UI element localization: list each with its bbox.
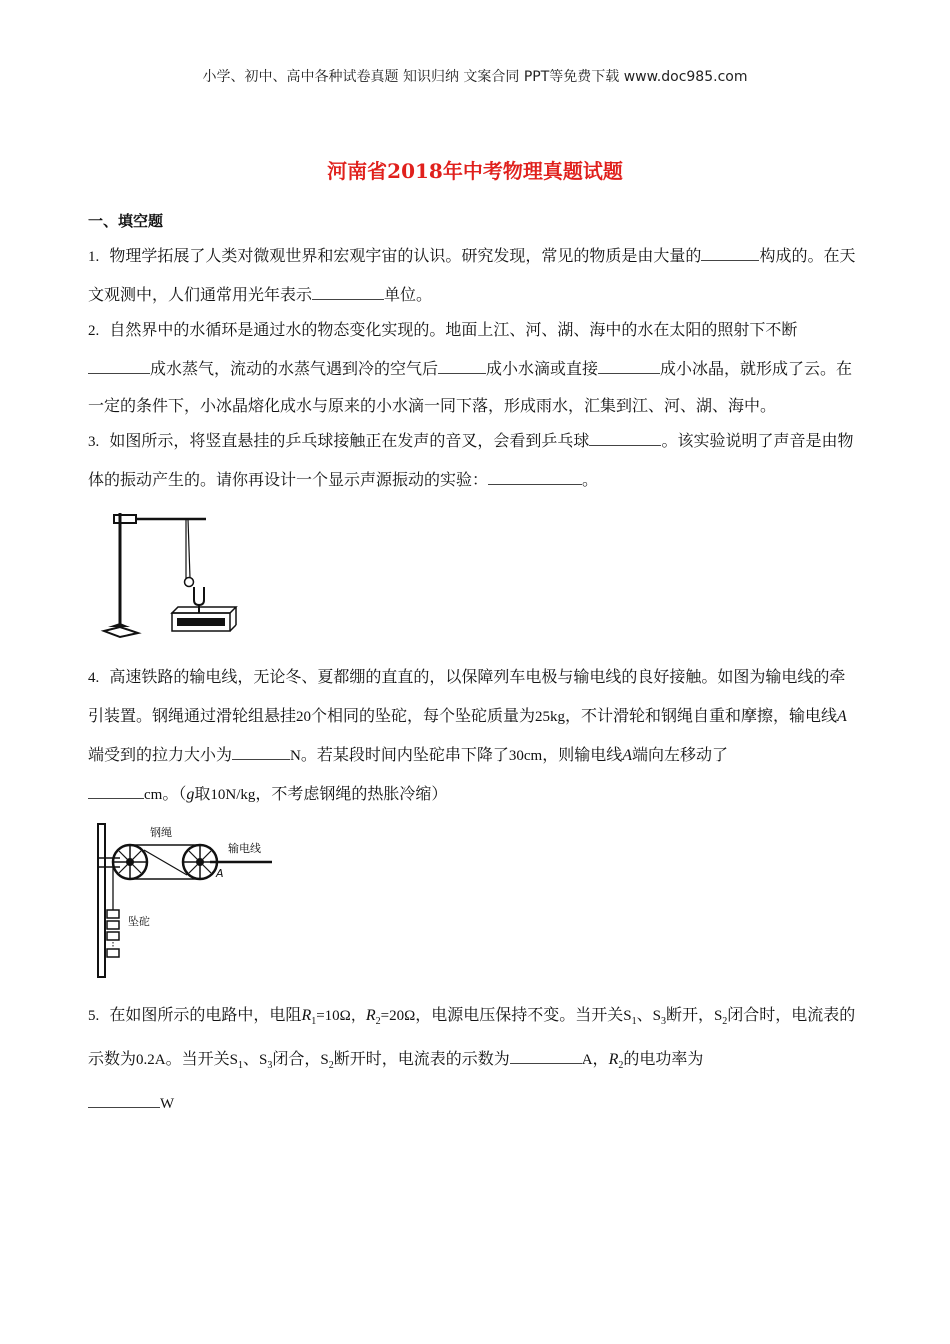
question-number: 3. [88,434,100,450]
question-5 [88,996,858,1123]
question-4 [88,658,858,814]
question-text: 成小水滴或直接 [486,359,599,378]
value: =20Ω [380,1008,416,1024]
symbol: S [258,1052,268,1069]
subscript: 2 [722,1016,728,1028]
symbol: R [301,1007,312,1024]
question-text: 断开， [665,1005,714,1024]
question-text: 构成的。在天文观测中，人们通常用光年表示 [88,246,856,304]
question-text: 的电功率为 [623,1049,704,1069]
subscript: 2 [328,1060,334,1072]
weight-label: 坠砣 [128,915,150,928]
value: 25kg [535,709,566,725]
symbol: S [652,1008,661,1024]
question-text: 断开时，电流表的示数为 [333,1049,510,1069]
question-text: ，电源电压保持不变。当开关 [415,1005,624,1024]
question-text: 闭合时，电流表的示数为 [88,1005,856,1069]
subscript: 1 [311,1016,317,1028]
page-header: 小学、初中、高中各种试卷真题 知识归纳 文案合同 PPT等免费下载 www.doc985.com [202,69,748,85]
pulley-figure [92,820,282,980]
subscript: 3 [660,1016,666,1028]
subscript: 1 [631,1016,637,1028]
value: 10N/kg [210,787,256,803]
question-2 [88,311,858,424]
question-text: 成水蒸气，流动的水蒸气遇到冷的空气后 [150,359,439,378]
answer-blank[interactable] [88,355,150,374]
question-text: 端受到的拉力大小为 [88,745,233,764]
answer-blank[interactable] [488,466,582,485]
question-text: 单位。 [384,285,433,304]
symbol: S [229,1052,238,1069]
subscript: 2 [375,1016,381,1028]
question-text: 取 [194,784,211,803]
question-text: 如图所示，将竖直悬挂的乒乓球接触正在发声的音叉，会看到乒乓球 [109,431,590,450]
value: 30cm [508,748,543,764]
question-text: ，不考虑钢绳的热胀冷缩） [255,784,448,803]
symbol: g [186,786,195,803]
question-number: 5. [88,1008,100,1024]
question-text: 高速铁路的输电线，无论冬、夏都绷的直直的，以保障列车电极与输电线的良好接触。如图为输电线的牵引装置。钢绳通过滑轮组悬挂 [88,667,846,725]
question-text: 。当开关 [165,1049,230,1069]
symbol: R [365,1007,376,1024]
answer-blank[interactable] [88,1089,160,1108]
value: 0.2A [136,1052,166,1069]
question-text: 自然界中的水循环是通过水的物态变化实现的。地面上江、河、湖、海中的水在太阳的照射下不断 [109,320,798,339]
answer-blank[interactable] [88,780,144,799]
unit: W [160,1096,175,1113]
subscript: 3 [267,1060,273,1072]
wire-label: 输电线 [228,842,261,855]
answer-blank[interactable] [510,1045,582,1064]
question-3 [88,422,858,498]
question-number: 4. [88,670,100,686]
separator: 、 [242,1049,259,1069]
page-title: 河南省2018年中考物理真题试题 [327,159,623,183]
separator: 、 [636,1005,653,1024]
symbol: A [837,708,847,725]
subscript: 1 [237,1060,243,1072]
value: =10Ω， [316,1008,366,1024]
tuning-fork-figure [100,503,245,643]
question-text: 在如图所示的电路中，电阻 [109,1005,302,1024]
answer-blank[interactable] [589,427,661,446]
symbol: S [713,1008,723,1024]
point-a-label: A [216,867,224,880]
question-text: 个相同的坠砣，每个坠砣质量为 [311,706,536,725]
question-text: ， [592,1049,609,1069]
symbol: S [320,1052,329,1069]
question-text: 。 [582,470,599,489]
question-text: ，不计滑轮和钢绳自重和摩擦，输电线 [565,706,838,725]
answer-blank[interactable] [232,741,290,760]
rope-label: 钢绳 [150,826,172,839]
symbol: A [622,747,632,764]
question-text: 成小冰晶，就形成了云。在一定的条件下，小冰晶熔化成水与原来的小水滴一同下落，形成雨水，汇集到江、河、湖、海中。 [88,359,853,415]
answer-blank[interactable] [312,281,384,300]
unit: A [581,1052,593,1069]
answer-blank[interactable] [701,242,759,261]
subscript: 2 [618,1060,624,1072]
question-text: 。该实验说明了声音是由物体的振动产生的。请你再设计一个显示声源振动的实验： [88,431,854,489]
symbol: S [623,1008,632,1024]
value: 20 [296,709,312,725]
symbol: R [608,1051,619,1069]
question-1 [88,237,858,313]
unit: N [290,748,301,764]
question-text: 。若某段时间内坠砣串下降了 [300,745,509,764]
question-number: 2. [88,323,100,339]
unit: cm [144,787,163,803]
question-text: ，则输电线 [542,745,623,764]
answer-blank[interactable] [598,355,660,374]
question-text: 物理学拓展了人类对微观世界和宏观宇宙的认识。研究发现，常见的物质是由大量的 [109,246,702,265]
question-text: 闭合， [272,1049,321,1069]
answer-blank[interactable] [438,355,486,374]
question-text: 。（ [162,784,187,803]
question-number: 1. [88,249,100,265]
question-text: 端向左移动了 [632,745,729,764]
section-heading: 一、填空题 [88,212,164,230]
